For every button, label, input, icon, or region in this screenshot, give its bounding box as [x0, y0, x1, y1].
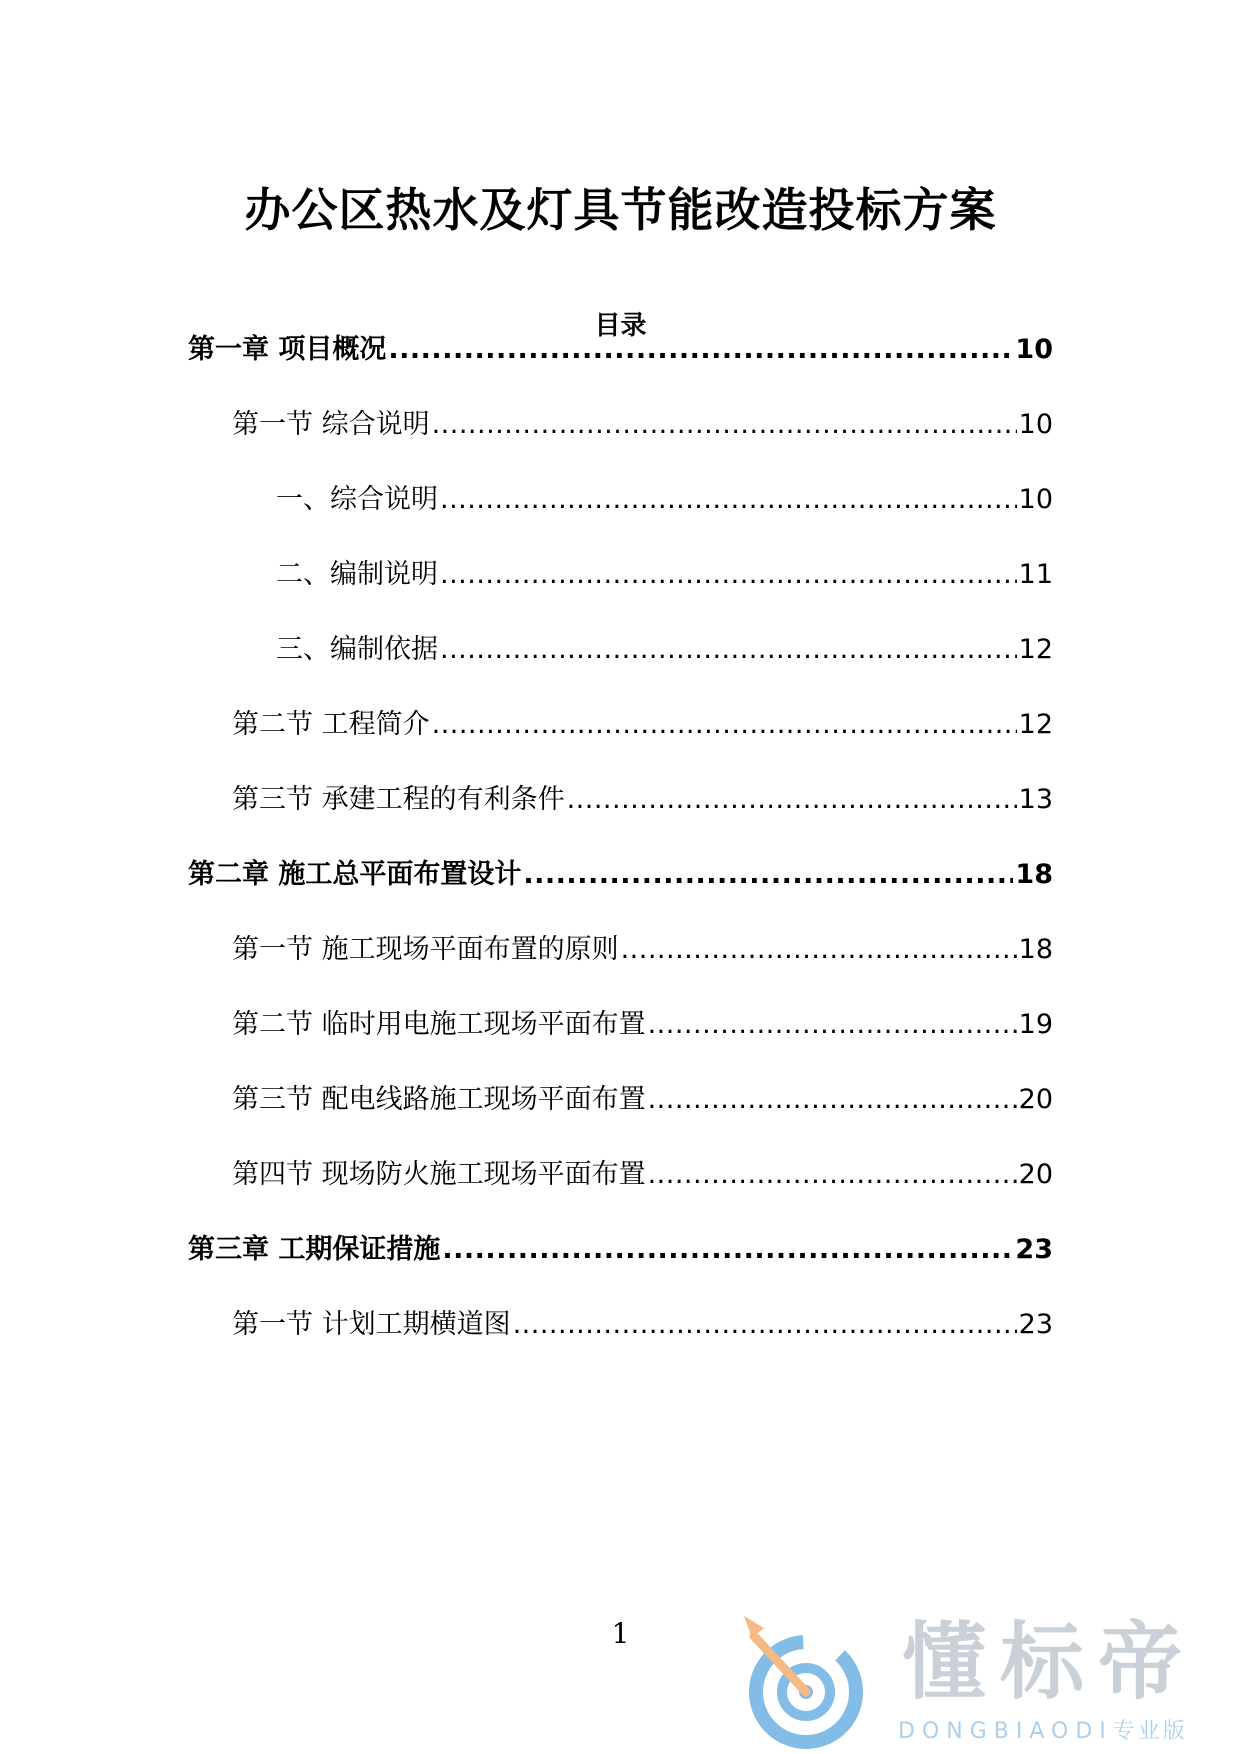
toc-entry-page: 20 [1018, 1159, 1053, 1190]
toc-entry-page: 23 [1018, 1309, 1053, 1340]
toc-entry-page: 20 [1018, 1084, 1053, 1115]
toc-entry-page: 18 [1018, 934, 1053, 965]
toc-entry[interactable] [232, 1082, 1053, 1118]
toc-entry-page: 12 [1018, 709, 1053, 740]
toc-leader-dots [648, 1082, 1017, 1118]
toc-entry[interactable] [232, 932, 1053, 968]
page-number: 1 [611, 1617, 630, 1650]
toc-leader-dots [567, 782, 1017, 818]
toc-entry[interactable] [276, 632, 1053, 668]
toc-entry[interactable] [188, 1232, 1053, 1268]
toc-entry-label: 第二节 临时用电施工现场平面布置 [232, 1009, 646, 1040]
toc-leader-dots [621, 932, 1017, 968]
toc-entry[interactable] [232, 1157, 1053, 1193]
toc-entry-page: 19 [1018, 1009, 1053, 1040]
toc-leader-dots [513, 1307, 1017, 1343]
toc-leader-dots [440, 557, 1017, 593]
toc-entry[interactable] [232, 1307, 1053, 1343]
toc-entry[interactable] [188, 332, 1053, 368]
toc-entry-page: 10 [1018, 484, 1053, 515]
toc-entry-label: 二、编制说明 [276, 559, 438, 590]
toc-entry-label: 一、综合说明 [276, 484, 438, 515]
toc-leader-dots [388, 332, 1013, 368]
watermark-subtitle [898, 1718, 1188, 1746]
toc-leader-dots [432, 407, 1017, 443]
watermark-logo [740, 1606, 1235, 1752]
toc-entry-page: 13 [1018, 784, 1053, 815]
toc-entry-label: 三、编制依据 [276, 634, 438, 665]
toc-leader-dots [440, 482, 1017, 518]
toc-entry-label: 第二章 施工总平面布置设计 [188, 859, 522, 890]
toc-entry[interactable] [232, 407, 1053, 443]
watermark-badge: 专业版 [1112, 1719, 1188, 1744]
document-title: 办公区热水及灯具节能改造投标方案 [244, 183, 997, 237]
toc-entry-label: 第一章 项目概况 [188, 334, 387, 365]
toc-leader-dots [432, 707, 1017, 743]
watermark-brand: 懂标帝 [902, 1613, 1197, 1711]
toc-entry-label: 第三节 配电线路施工现场平面布置 [232, 1084, 646, 1115]
toc-entry[interactable] [188, 857, 1053, 893]
toc-entry-label: 第二节 工程简介 [232, 709, 430, 740]
toc-entry-page: 11 [1018, 559, 1053, 590]
toc-entry-page: 12 [1018, 634, 1053, 665]
toc-leader-dots [442, 1232, 1013, 1268]
toc-leader-dots [523, 857, 1013, 893]
toc-heading: 目录 [594, 311, 647, 341]
target-arrow-logo-icon [740, 1606, 900, 1752]
toc-entry-page: 10 [1018, 409, 1053, 440]
toc-entry[interactable] [232, 1007, 1053, 1043]
toc-entry-page: 10 [1015, 334, 1053, 365]
toc-entry[interactable] [232, 707, 1053, 743]
toc-entry[interactable] [276, 557, 1053, 593]
toc-entry-page: 23 [1015, 1234, 1053, 1265]
watermark-subtitle-text: DONGBIAODI [898, 1719, 1113, 1744]
toc-leader-dots [648, 1157, 1017, 1193]
toc-entry-label: 第三章 工期保证措施 [188, 1234, 441, 1265]
toc-entry[interactable] [232, 782, 1053, 818]
toc-leader-dots [648, 1007, 1017, 1043]
toc-entry-label: 第四节 现场防火施工现场平面布置 [232, 1159, 646, 1190]
toc-leader-dots [440, 632, 1017, 668]
toc-entry-label: 第一节 综合说明 [232, 409, 430, 440]
toc-entry-label: 第一节 施工现场平面布置的原则 [232, 934, 619, 965]
toc-entry-label: 第一节 计划工期横道图 [232, 1309, 511, 1340]
toc-entry[interactable] [276, 482, 1053, 518]
toc-entry-page: 18 [1015, 859, 1053, 890]
toc-entry-label: 第三节 承建工程的有利条件 [232, 784, 565, 815]
